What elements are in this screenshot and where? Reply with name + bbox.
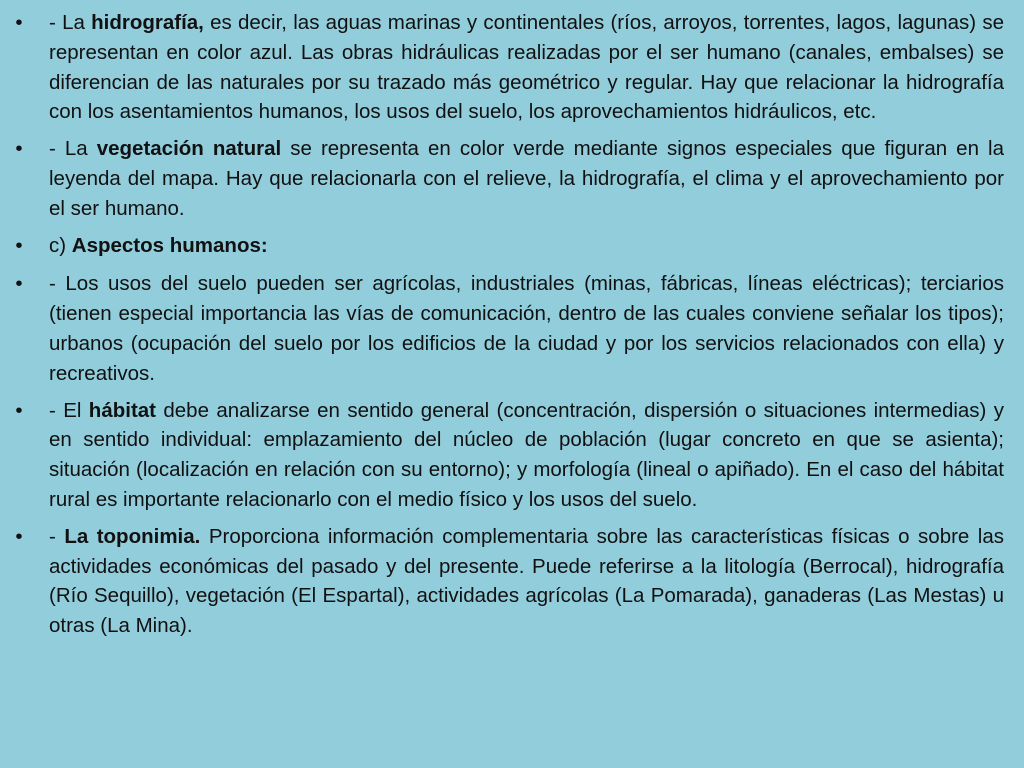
item-text-post: debe analizarse en sentido general (concentración, dispersión o situaciones intermedias) y en sentido individual: emplazamiento del núcleo de población (lugar concreto en que se asienta); situación (localización en relación con su entorno); y morfología (lineal o apiñado). En el caso del hábitat rural es importante relacionarlo con el medio físico y los usos del suelo. [49,398,1004,511]
bullet-icon: • [15,233,23,257]
bullet-icon: • [15,11,23,34]
item-text-bold: hábitat [88,398,156,422]
item-text-pre: - El [49,398,89,422]
item-text-bold: hidrografía, [91,11,204,34]
item-text-pre: - Los usos del suelo pueden ser agrícolas, industriales (minas, fábricas, líneas eléctricas); terciarios (tienen especial importancia las vías de comunicación, dentro de las cuales conviene señalar los tipos); urbanos (ocupación del suelo por los edificios de la ciudad y por los servicios relacionados con ella) y recreativos. [49,272,1004,385]
item-text-bold: Aspectos humanos: [71,233,268,257]
item-text-bold: vegetación natural [96,137,282,161]
item-text-post: es decir, las aguas marinas y continentales (ríos, arroyos, torrentes, lagos, lagunas) se representan en color azul. Las obras hidráulicas realizadas por el ser humano (canales, embalses) se diferencian de las naturales por su trazado más geométrico y regular. Hay que relacionar la hidrografía con los asentamientos humanos, los usos del suelo, los aprovechamientos hidráulicos, etc. [49,11,1004,124]
bullet-icon: • [15,137,23,161]
bullet-item-hidrografia [0,8,1004,127]
item-text-bold: La toponimia. [64,524,201,548]
bullet-icon: • [15,398,23,422]
item-text-post: Proporciona información complementaria sobre las características físicas o sobre las actividades económicas del pasado y del presente. Puede referirse a la litología (Berrocal), hidrografía (Río Sequillo), vegetación (El Espartal), actividades agrícolas (La Pomarada), ganaderas (Las Mestas) u otras (La Mina). [49,524,1005,638]
bullet-list [0,8,1014,641]
bullet-item-aspectos-humanos [0,231,1004,261]
item-text-post: se representa en color verde mediante signos especiales que figuran en la leyenda del mapa. Hay que relacionarla con el relieve, la hidrografía, el clima y el aprovechamiento por el ser humano. [49,137,1004,220]
item-text-pre: - La [49,137,97,161]
bullet-item-habitat [0,396,1004,515]
bullet-item-vegetacion [0,134,1004,223]
item-text-pre: c) [49,233,72,257]
bullet-item-usos-suelo [0,269,1004,388]
item-text-pre: - La [49,11,92,34]
bullet-icon: • [15,272,23,296]
bullet-item-toponimia [0,522,1004,641]
bullet-icon: • [15,524,23,548]
item-text-pre: - [49,524,65,548]
